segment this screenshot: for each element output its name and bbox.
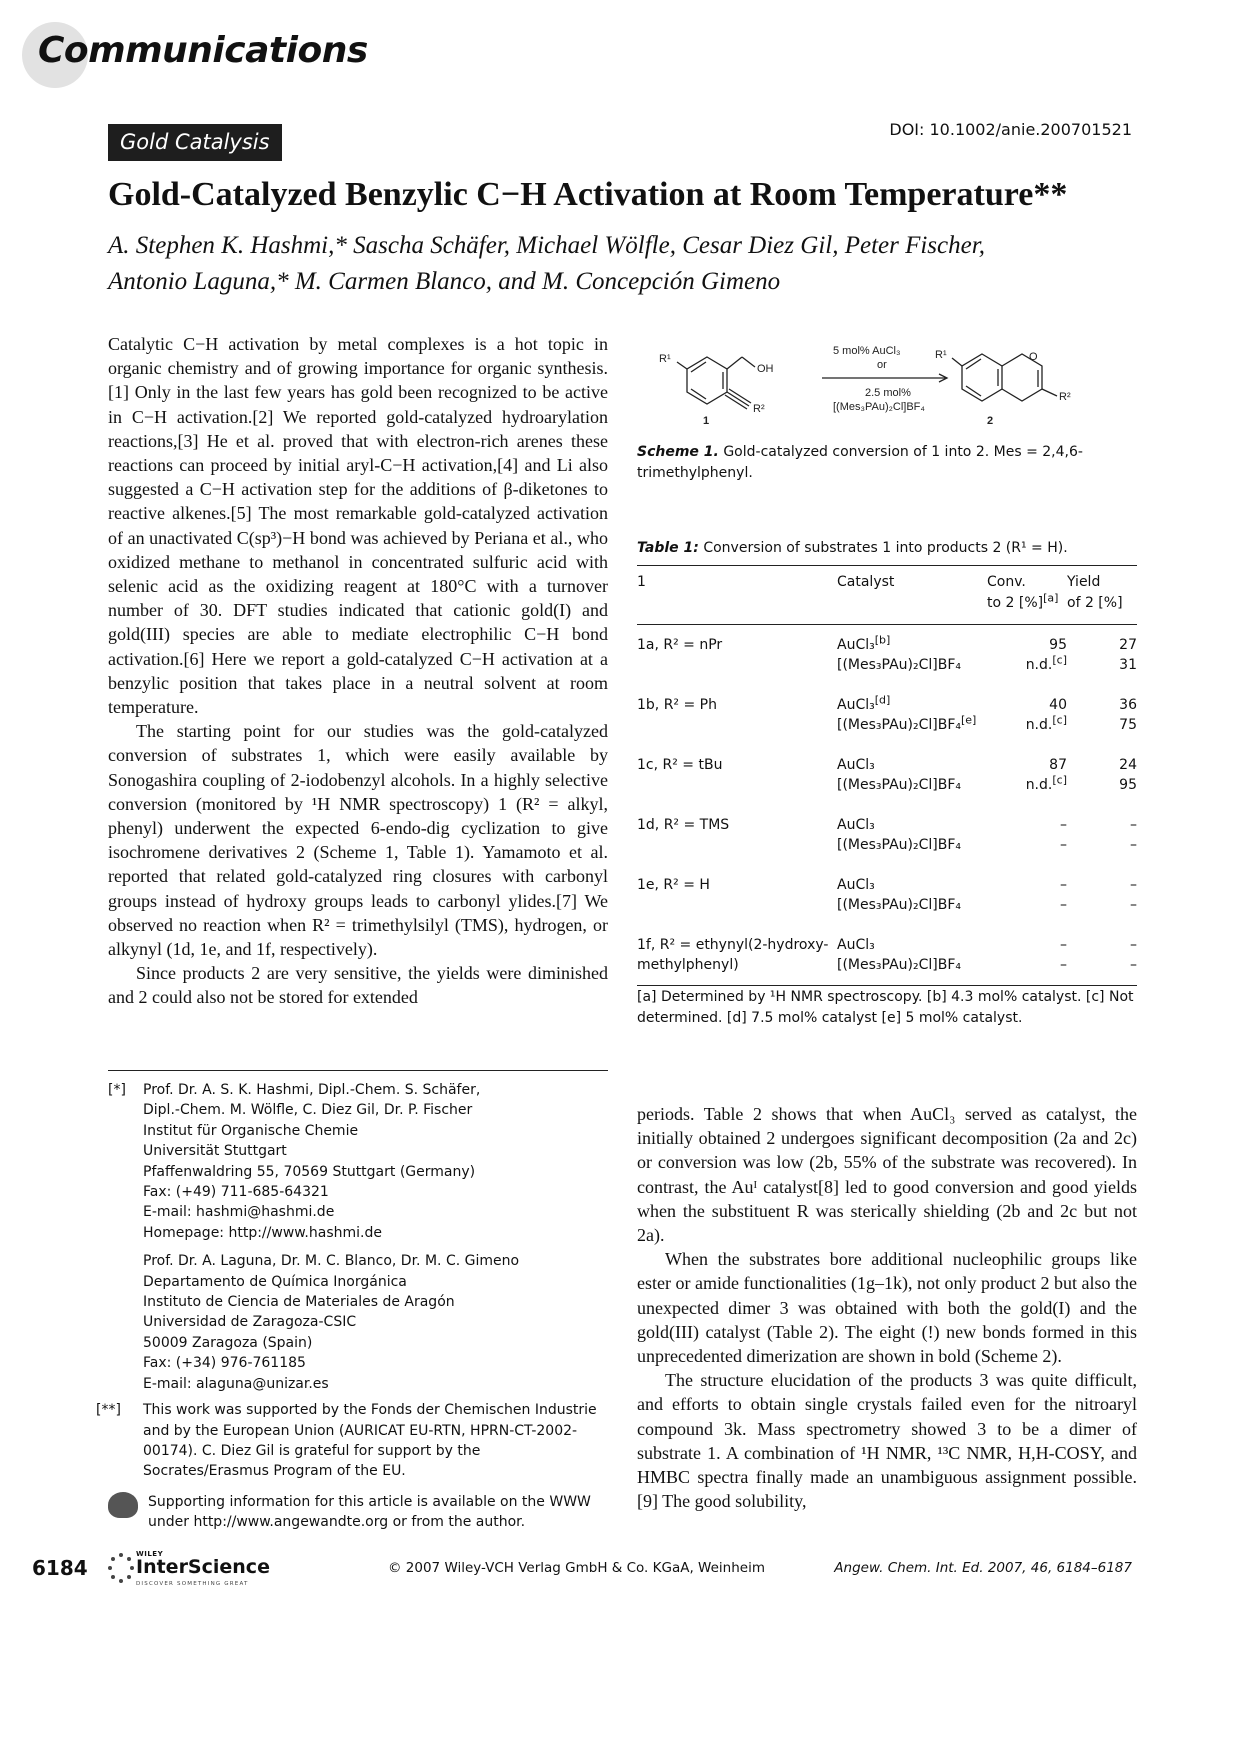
conversion-cell: – <box>1060 817 1067 833</box>
benzene-ring <box>962 354 1002 401</box>
oh-label: OH <box>757 363 774 375</box>
affiliation-block <box>108 1080 608 1394</box>
conversion-cell: – <box>1060 957 1067 973</box>
affiliation-line: Universität Stuttgart <box>143 1143 287 1160</box>
authors <box>108 228 1138 300</box>
r2-label: R² <box>753 403 765 415</box>
conversion-cell: n.d.[c] <box>1025 773 1067 793</box>
catalyst-cell: [(Mes₃PAu)₂Cl]BF₄ <box>837 957 961 973</box>
yield-cell: – <box>1130 957 1137 973</box>
affiliation-line: E-mail: hashmi@hashmi.de <box>143 1204 335 1221</box>
col-header-catalyst: Catalyst <box>837 574 895 590</box>
yield-cell: – <box>1130 877 1137 893</box>
scheme-caption-label: Scheme 1. <box>637 444 719 460</box>
table-row <box>637 865 1137 895</box>
yield-cell: 27 <box>1119 637 1137 653</box>
interscience-logo <box>108 1550 288 1590</box>
affiliation-line: Institut für Organische Chemie <box>143 1122 359 1139</box>
body-right-column <box>637 1102 1137 1513</box>
article-title: Gold-Catalyzed Benzylic C−H Activation at Room Temperature** <box>108 176 1068 213</box>
paragraph: The structure elucidation of the products 3 was quite difficult, and efforts to obtain single crystals failed even for the nitroaryl compound 3k. Mass spectrometry showed 3 to be a dimer of substrate 1. A combination of ¹H NMR, ¹³C NMR, H,H-COSY, and HMBC spectra finally made an unambiguous assignment possible.[9] The good solubility, <box>637 1370 1137 1512</box>
paragraph: Catalytic C−H activation by metal complexes is a hot topic in organic chemistry and of growing importance for organic synthesis.[1] Only in the last few years has gold been recognized to be active in C−H activation.[2] We reported gold-catalyzed hydroarylation reactions,[3] He et al. proved that with electron-rich arenes these reactions can proceed by initial aryl-C−H activation,[4] and Li also suggested a C−H activation step for the additions of β-diketones to reactive alkenes.[5] The most remarkable gold-catalyzed activation of an unactivated C(sp³)−H bond was achieved by Periana et al., who oxidized methane to methanol in concentrated sulfuric acid with selenic acid as the oxidizing reagent at 180°C with a turnover number of 30. DFT studies indicated that cationic gold(I) and gold(III) species are able to mediate electrophilic C−H bond activation.[6] Here we report a gold-catalyzed C−H activation at a benzylic position that takes place in a neutral solvent at room temperature. <box>108 334 608 718</box>
catalyst-cell: AuCl₃ <box>837 757 875 773</box>
conversion-cell: 40 <box>1049 697 1067 713</box>
catalyst-cell: AuCl₃[b] <box>837 633 891 653</box>
footnotes <box>96 1080 608 1533</box>
acknowledgement-block <box>96 1400 608 1482</box>
conversion-cell: – <box>1060 837 1067 853</box>
acknowledgement: This work was supported by the Fonds der Chemischen Industrie and by the European Union (AURICAT EU-RTN, HPRN-CT-2002-00174). C. Diez Gil is grateful for support by the Socrates/Erasmus Program of the EU. <box>143 1402 597 1480</box>
footnote-mark: [*] <box>108 1082 126 1098</box>
substrate-cell: 1a, R² = nPr <box>637 637 723 653</box>
affiliation-line: Homepage: http://www.hashmi.de <box>143 1224 382 1241</box>
table-body <box>637 625 1137 986</box>
yield-cell: 75 <box>1119 717 1137 733</box>
reagent-mid: 2.5 mol% <box>865 387 911 399</box>
substrate-cell: 1f, R² = ethynyl(2-hydroxy- methylphenyl) <box>637 937 829 973</box>
yield-cell: 95 <box>1119 777 1137 793</box>
r1-label: R¹ <box>935 349 947 361</box>
table-footnotes: [a] Determined by ¹H NMR spectroscopy. [b] 4.3 mol% catalyst. [c] Not determined. [d] 7.5 mol% catalyst [e] 5 mol% catalyst. <box>637 989 1134 1026</box>
section-title: Communications <box>38 30 368 71</box>
yield-cell: – <box>1130 897 1137 913</box>
affiliation-line: Dipl.-Chem. M. Wölfle, C. Diez Gil, Dr. P. Fischer <box>143 1102 473 1119</box>
substrate-cell: 1b, R² = Ph <box>637 697 717 713</box>
conversion-cell: 95 <box>1049 637 1067 653</box>
affiliation-2 <box>143 1251 608 1394</box>
yield-cell: 24 <box>1119 757 1137 773</box>
body-left-column <box>108 332 608 1010</box>
conversion-cell: – <box>1060 897 1067 913</box>
reagent-bottom: [(Mes₃PAu)₂Cl]BF₄ <box>833 401 925 413</box>
affiliation-line: Prof. Dr. A. S. K. Hashmi, Dipl.-Chem. S. Schäfer, <box>143 1082 481 1098</box>
conversion-cell: 87 <box>1049 757 1067 773</box>
footnote-rule <box>108 1070 608 1071</box>
catalyst-cell: [(Mes₃PAu)₂Cl]BF₄[e] <box>837 713 977 733</box>
compound-2-label: 2 <box>987 415 994 427</box>
logo-main: InterScience <box>136 1556 270 1578</box>
col-header-substrate: 1 <box>637 574 646 590</box>
paragraph: Since products 2 are very sensitive, the yields were diminished and 2 could also not be stored for extended <box>108 963 608 1008</box>
authors-line: Antonio Laguna,* M. Carmen Blanco, and M. Concepción Gimeno <box>108 268 781 295</box>
affiliation-line: Departamento de Química Inorgánica <box>143 1273 407 1290</box>
reagent-or: or <box>877 359 887 371</box>
affiliation-line: Pfaffenwaldring 55, 70569 Stuttgart (Germany) <box>143 1163 476 1180</box>
benzene-ring <box>687 357 727 404</box>
doi: DOI: 10.1002/anie.200701521 <box>889 120 1132 139</box>
catalyst-cell: [(Mes₃PAu)₂Cl]BF₄ <box>837 777 961 793</box>
affiliation-line: Fax: (+49) 711-685-64321 <box>143 1184 329 1201</box>
table-row <box>637 925 1137 955</box>
paragraph: When the substrates bore additional nucleophilic groups like ester or amide functionalities (1g–1k), not only product 2 but also the unexpected dimer 3 was obtained with both the gold(I) and the gold(III) catalyst (Table 2). The eight (!) new bonds formed in this unprecedented dimerization are shown in bold (Scheme 2). <box>637 1249 1137 1367</box>
table-caption-text: Conversion of substrates 1 into products 2 (R¹ = H). <box>703 540 1068 556</box>
affiliation-line: E-mail: alaguna@unizar.es <box>143 1375 329 1392</box>
affiliation-line: Fax: (+34) 976-761185 <box>143 1355 306 1372</box>
footnote-mark: [**] <box>96 1402 121 1419</box>
supporting-info-icon <box>108 1492 138 1518</box>
substrate-cell: 1e, R² = H <box>637 877 710 893</box>
table-header-row <box>637 566 1137 625</box>
table-caption-label: Table 1: <box>637 540 699 556</box>
scheme-caption <box>637 442 1137 484</box>
yield-cell: 31 <box>1119 657 1137 673</box>
compound-1-label: 1 <box>703 415 710 427</box>
affiliation-line: 50009 Zaragoza (Spain) <box>143 1334 313 1351</box>
catalyst-cell: [(Mes₃PAu)₂Cl]BF₄ <box>837 657 961 673</box>
paragraph: periods. Table 2 shows that when AuCl₃ served as catalyst, the initially obtained 2 undergoes significant decomposition (2a and 2c) or conversion was low (2b, 55% of the substrate was recovered). In contrast, the Auᴵ catalyst[8] led to good conversion and good yields when the substituent R was sterically shielding (2b and 2c but not 2a). <box>637 1104 1137 1246</box>
table-row <box>637 685 1137 715</box>
table-1 <box>637 565 1137 986</box>
substrate-cell: 1d, R² = TMS <box>637 817 730 833</box>
r2-label: R² <box>1059 391 1071 403</box>
col-header-conversion: Conv. to 2 [%][a] <box>987 574 1059 611</box>
authors-line: A. Stephen K. Hashmi,* Sascha Schäfer, Michael Wölfle, Cesar Diez Gil, Peter Fischer, <box>108 232 985 259</box>
supporting-info-text: Supporting information for this article is available on the WWW under http://www.angewandte.org or from the author. <box>148 1493 591 1531</box>
yield-cell: 36 <box>1119 697 1137 713</box>
catalyst-cell: [(Mes₃PAu)₂Cl]BF₄ <box>837 897 961 913</box>
logo-wiley: WILEY <box>136 1550 164 1558</box>
scheme-caption-text: Gold-catalyzed conversion of 1 into 2. Mes = 2,4,6-trimethylphenyl. <box>637 444 1083 481</box>
o-label: O <box>1029 351 1038 363</box>
table-row <box>637 805 1137 835</box>
affiliation-line: Prof. Dr. A. Laguna, Dr. M. C. Blanco, Dr. M. C. Gimeno <box>143 1253 520 1270</box>
catalyst-cell: AuCl₃ <box>837 877 875 893</box>
catalyst-cell: AuCl₃ <box>837 817 875 833</box>
affiliation-1 <box>143 1080 608 1243</box>
col-header-yield: Yield of 2 [%] <box>1067 574 1123 611</box>
copyright: © 2007 Wiley-VCH Verlag GmbH & Co. KGaA, Weinheim <box>388 1560 765 1576</box>
r1-label: R¹ <box>659 353 671 365</box>
conversion-cell: n.d.[c] <box>1025 653 1067 673</box>
interscience-logo-icon <box>108 1552 134 1586</box>
table-row <box>637 625 1137 656</box>
yield-cell: – <box>1130 837 1137 853</box>
catalyst-cell: AuCl₃[d] <box>837 693 891 713</box>
paragraph: The starting point for our studies was the gold-catalyzed conversion of substrates 1, which were easily available by Sonogashira coupling of 2-iodobenzyl alcohols. In a highly selective conversion (monitored by ¹H NMR spectroscopy) 1 (R² = alkyl, phenyl) underwent the expected 6-endo-dig cyclization to give isochromene derivatives 2 (Scheme 1, Table 1). Yamamoto et al. reported that related gold-catalyzed ring closures with carbonyl groups instead of hydroxy groups leads to carbonyl ylides.[7] We observed no reaction when R² = trimethylsilyl (TMS), hydrogen, or alkynyl (1d, 1e, and 1f, respectively). <box>108 721 608 960</box>
scheme-1-diagram <box>637 332 1137 452</box>
substrate-cell: 1c, R² = tBu <box>637 757 723 773</box>
affiliation-line: Universidad de Zaragoza-CSIC <box>143 1314 357 1331</box>
reagent-top: 5 mol% AuCl₃ <box>833 345 901 357</box>
catalyst-cell: AuCl₃ <box>837 937 875 953</box>
logo-tagline: DISCOVER SOMETHING GREAT <box>136 1581 249 1587</box>
yield-cell: – <box>1130 817 1137 833</box>
supporting-info <box>108 1492 608 1533</box>
yield-cell: – <box>1130 937 1137 953</box>
table-row <box>637 745 1137 775</box>
affiliation-line: Instituto de Ciencia de Materiales de Aragón <box>143 1294 455 1311</box>
catalyst-cell: [(Mes₃PAu)₂Cl]BF₄ <box>837 837 961 853</box>
table-caption <box>637 540 1137 556</box>
journal-citation: Angew. Chem. Int. Ed. 2007, 46, 6184–6187 <box>834 1560 1132 1576</box>
conversion-cell: n.d.[c] <box>1025 713 1067 733</box>
page-number: 6184 <box>32 1556 88 1580</box>
conversion-cell: – <box>1060 877 1067 893</box>
conversion-cell: – <box>1060 937 1067 953</box>
category-tag: Gold Catalysis <box>108 124 282 161</box>
